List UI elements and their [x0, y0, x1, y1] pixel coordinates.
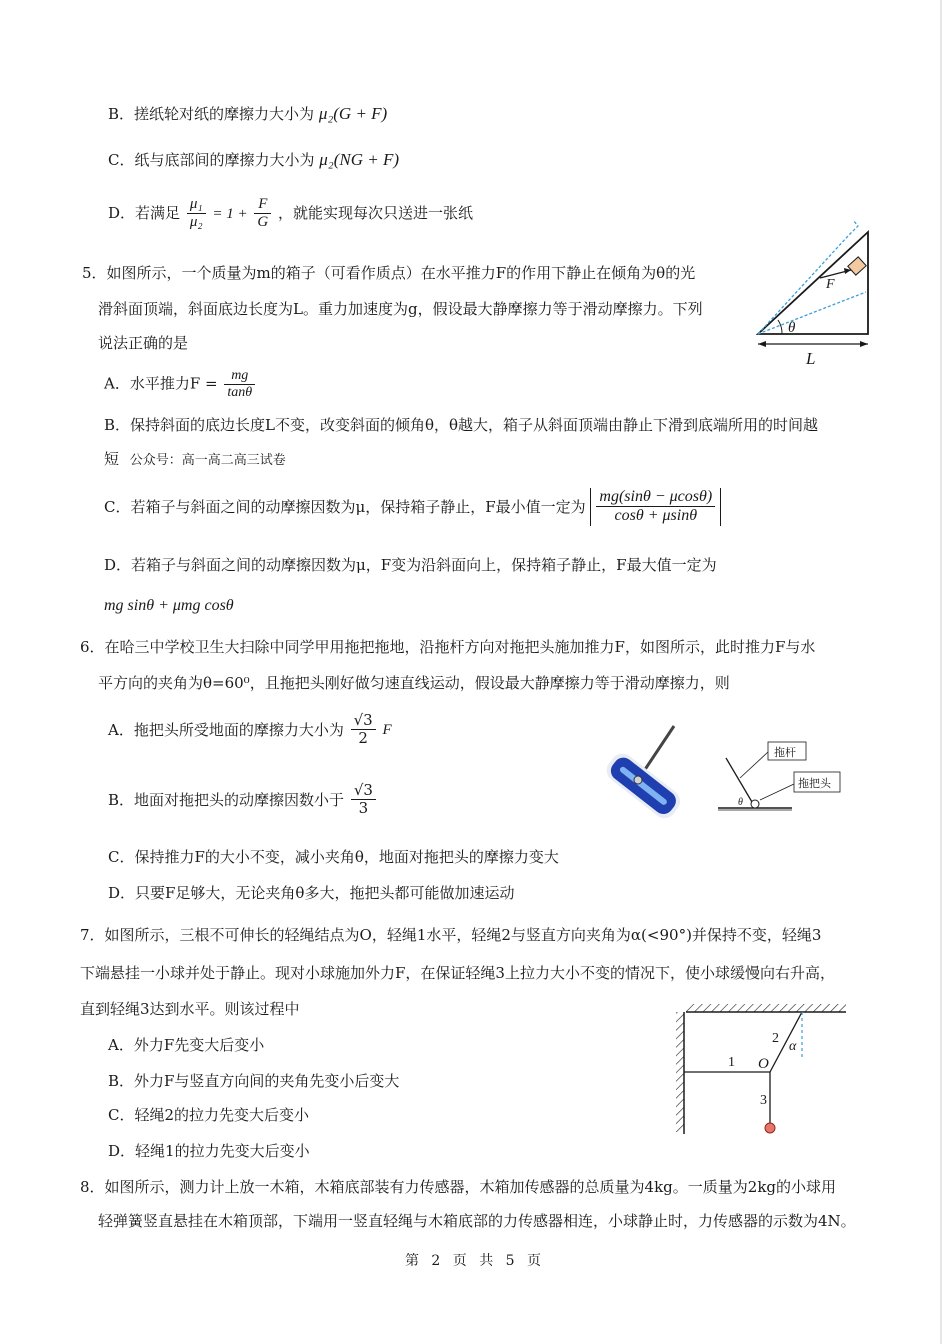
- incline-dashed-trace-2: [758, 292, 866, 334]
- wall-hatch: [676, 1012, 684, 1132]
- q7-option-b: B．外力F与竖直方向间的夹角先变小后变大: [108, 1072, 400, 1090]
- length-arrow-right: [860, 341, 868, 347]
- head-circle: [751, 800, 759, 808]
- knot-label: O: [758, 1056, 769, 1072]
- q6-stem-line1: 6．在哈三中学校卫生大扫除中同学甲用拖把拖地，沿拖杆方向对拖把头施加推力F，如图所示，此时推力F与水: [80, 638, 816, 656]
- head-label: 拖把头: [798, 777, 831, 790]
- handle-label: 拖杆: [774, 746, 796, 759]
- length-arrow-left: [758, 341, 766, 347]
- watermark-text: 公众号：高一高二高三试卷: [129, 453, 286, 468]
- mop-joint: [634, 776, 642, 784]
- incline-triangle: [758, 232, 868, 334]
- q8-stem-line2: 轻弹簧竖直悬挂在木箱顶部，下端用一竖直轻绳与木箱底部的力传感器相连，小球静止时，力传感器的示数为4N。: [98, 1212, 856, 1230]
- q7-option-d: D．轻绳1的拉力先变大后变小: [108, 1142, 310, 1160]
- rope-1-label: 1: [728, 1055, 735, 1070]
- alpha-label: α: [789, 1039, 797, 1054]
- length-label: L: [806, 349, 816, 368]
- rope-2-label: 2: [772, 1031, 779, 1046]
- q4-option-b: B．搓纸轮对纸的摩擦力大小为 μ₂(G + F): [108, 104, 388, 123]
- theta-arc: [778, 320, 782, 334]
- q7-stem-line3: 直到轻绳3达到水平。则该过程中: [80, 1000, 300, 1018]
- handle-line: [726, 758, 752, 802]
- handle-leader: [740, 752, 768, 778]
- q6-option-a: A．拖把头所受地面的摩擦力大小为 $\frac{√3}{2}$ F: [108, 711, 392, 748]
- q5-option-b-line1: B．保持斜面的底边长度L不变，改变斜面的倾角θ，θ越大，箱子从斜面顶端由静止下滑到底端所用的时间越: [104, 416, 819, 434]
- q7-stem-line2: 下端悬挂一小球并处于静止。现对小球施加外力F，在保证轻绳3上拉力大小不变的情况下，使小球缓慢向右升高，: [80, 964, 835, 982]
- q6-stem-line2: 平方向的夹角为θ=60⁰，且拖把头刚好做匀速直线运动，假设最大静摩擦力等于滑动摩擦力，则: [98, 674, 730, 692]
- q7-option-c: C．轻绳2的拉力先变大后变小: [108, 1106, 310, 1124]
- q7-option-a: A．外力F先变大后变小: [108, 1036, 265, 1054]
- q5-stem-line1: 5．如图所示，一个质量为m的箱子（可看作质点）在水平推力F的作用下静止在倾角为θ的光: [82, 264, 696, 282]
- q7-rope-figure: [672, 1000, 852, 1140]
- q7-stem-line1: 7．如图所示，三根不可伸长的轻绳结点为O，轻绳1水平，轻绳2与竖直方向夹角为α(<90°)并保持不变，轻绳3: [80, 926, 822, 944]
- q5-option-b-line2: 短 公众号：高一高二高三试卷: [104, 450, 286, 468]
- rope-3-label: 3: [760, 1093, 767, 1108]
- q5-incline-figure: [748, 212, 878, 368]
- q5-option-a: A．水平推力F = $\frac{mg}{\tan\theta}$: [104, 368, 257, 401]
- q6-option-b: B．地面对拖把头的动摩擦因数小于 $\frac{√3}{3}$: [108, 782, 378, 818]
- q6-option-d: D．只要F足够大，无论夹角θ多大，拖把头都可能做加速运动: [108, 884, 515, 902]
- theta-label: θ: [788, 320, 796, 336]
- q4-option-c: C．纸与底部间的摩擦力大小为 μ₂(NG + F): [108, 150, 400, 169]
- box-block: [848, 257, 866, 275]
- q8-stem-line1: 8．如图所示，测力计上放一木箱，木箱底部装有力传感器，木箱加传感器的总质量为4kg。一质量为2kg的小球用: [80, 1178, 837, 1196]
- ball: [765, 1123, 775, 1133]
- force-label: F: [826, 277, 835, 292]
- q5-option-c: C．若箱子与斜面之间的动摩擦因数为μ，保持箱子静止，F最小值一定为 $\frac{mg(\sin\theta - \mu\cos\theta)}{\cos\theta + \mu\sin\theta}$: [104, 488, 721, 526]
- q5-stem-line3: 说法正确的是: [98, 334, 189, 352]
- q6-mop-diagram: [712, 738, 842, 818]
- q6-option-c: C．保持推力F的大小不变，减小夹角θ，地面对拖把头的摩擦力变大: [108, 848, 559, 866]
- incline-dashed-trace: [758, 220, 858, 334]
- head-leader: [760, 784, 794, 800]
- theta-label: θ: [738, 797, 743, 808]
- ceiling-hatch: [686, 1004, 846, 1012]
- page-footer: 第 2 页 共 5 页: [404, 1253, 546, 1269]
- q5-stem-line2: 滑斜面顶端，斜面底边长度为L。重力加速度为g，假设最大静摩擦力等于滑动摩擦力。下列: [98, 300, 703, 318]
- q5-option-d-line1: D．若箱子与斜面之间的动摩擦因数为μ，F变为沿斜面向上，保持箱子静止，F最大值一定为: [104, 556, 717, 574]
- q4-option-d: D．若满足 $\frac{\text{μ₁}}{\text{μ₂}}$ = 1 + $\frac{F}{G}$ ，就能实现每次只送进一张纸: [108, 196, 474, 231]
- page-edge: [940, 0, 942, 1344]
- q5-option-d-line2: mg sinθ + μmg cosθ: [104, 597, 234, 614]
- mop-photo: [600, 722, 690, 822]
